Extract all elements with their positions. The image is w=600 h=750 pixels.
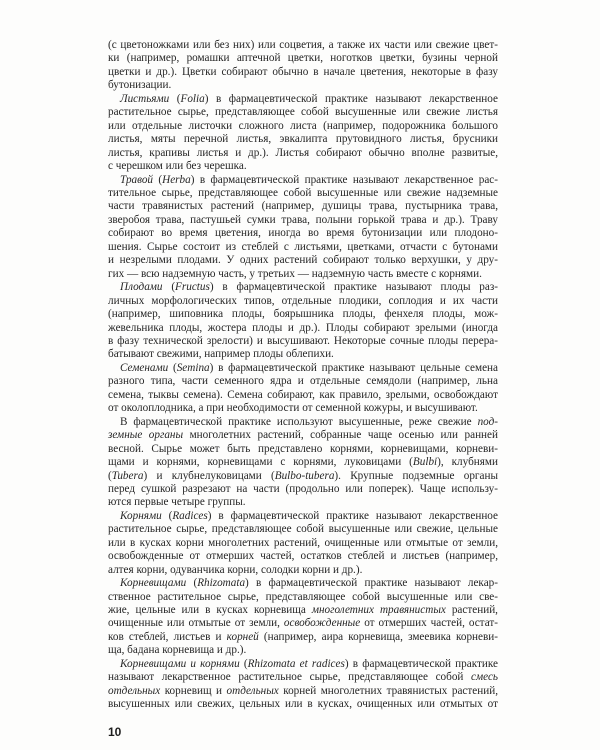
text-segment: и незрелыми плодами. У одних растений собирают только верхушки, у дру- [108, 254, 498, 267]
text-segment: части травянистых растений (например, душицы трава, пустырника трава, [108, 200, 498, 213]
text-segment: (с цветоножками или без них) или соцветия, а также их части или свежие цвет- [108, 39, 498, 51]
text-line [108, 254, 498, 267]
text-line [108, 214, 498, 227]
text-segment: ( [153, 173, 163, 186]
italic-term: под- [477, 415, 498, 428]
text-segment: (например, шиповника плоды, боярышника плоды, фенхеля плоды, мож- [108, 308, 498, 321]
text-segment: весной. Сырье может быть представлено корнями, корневищами, корневи- [108, 442, 498, 455]
text-segment: В фармацевтической практике используют высушенные, реже свежие [120, 415, 478, 428]
text-segment: называют лекарственное растительное сырье, представляющее собой [108, 671, 472, 684]
text-segment: в фазу технической зрелости) и высушивают. Некоторые сочные плоды перера- [108, 334, 498, 347]
italic-term: Rhizomata et radices [247, 657, 345, 670]
text-line [108, 106, 498, 119]
text-line [108, 66, 498, 79]
text-line [108, 429, 498, 442]
paragraph [108, 93, 498, 174]
text-segment: щами и корнями, корневищами с корнями, луковицами ( [108, 456, 413, 469]
text-line [108, 133, 498, 146]
text-line [108, 564, 498, 577]
text-line [108, 402, 498, 415]
italic-term: Rhizomata [197, 577, 246, 590]
italic-term: Bulbo-tubera [274, 469, 335, 482]
text-line [108, 631, 498, 644]
text-segment: жевельника плоды, жостера плоды и др.). Плоды собирают зрелыми (иногда [108, 321, 498, 334]
text-segment: ) в фармацевтической практике называют лекарственное [204, 92, 498, 105]
text-segment: цветки и др.). Цветки собирают обычно в начале цветения, некоторые в фазу [108, 65, 498, 78]
italic-term: корней [226, 630, 259, 643]
text-line [108, 416, 498, 429]
text-line [108, 281, 498, 294]
italic-term: Корнями [120, 509, 162, 522]
italic-term: Корневищами и корнями [120, 657, 240, 670]
text-line [108, 160, 498, 173]
text-line [108, 187, 498, 200]
text-segment: ( [186, 577, 198, 590]
paragraph [108, 174, 498, 282]
text-segment: от отмерших частей, остат- [360, 617, 498, 630]
text-segment: ), клубнями [437, 456, 498, 469]
text-segment: растений, [445, 604, 498, 617]
italic-term: освобожденные [283, 617, 361, 630]
text-line [108, 483, 498, 496]
text-line [108, 389, 498, 402]
text-line [108, 456, 498, 469]
italic-term: земные органы [108, 429, 184, 442]
text-segment: растительное сырье, представляющее собой высушенные или свежие листья [108, 106, 498, 119]
page-number: 10 [108, 725, 122, 739]
text-line [108, 348, 498, 361]
text-segment: бутонизации. [108, 79, 172, 92]
text-segment: ственное растительное сырье, представляющее собой высушенные или све- [108, 590, 498, 603]
paragraph [108, 416, 498, 510]
italic-term: многолетних травянистых [311, 604, 446, 617]
text-segment: шения. Сырье состоит из стеблей с листьями, цветками, отчасти с бутонами [108, 240, 498, 253]
text-segment: батывают свежими, например плоды облепихи. [108, 348, 334, 361]
text-segment: многолетних растений, собранные чаще осенью или ранней [183, 429, 498, 442]
text-segment: или отдельные листочки сложного листа (например, подорожника большого [108, 119, 498, 132]
text-segment: ( [169, 92, 181, 105]
text-segment: корневищ и [160, 684, 227, 697]
paragraph [108, 577, 498, 658]
italic-term: Семенами [120, 361, 169, 374]
text-segment: ) в фармацевтической практике называют плоды раз- [209, 281, 498, 294]
text-line [108, 577, 498, 590]
text-segment: ) в фармацевтической практике [344, 657, 498, 670]
text-line [108, 295, 498, 308]
text-segment: или в кусках корни многолетних растений, очищенные или отмытые от земли, [108, 536, 498, 549]
italic-term: Folia [180, 92, 205, 105]
text-segment: гих — всю надземную часть, у третьих — надземную часть вместе с корнями. [108, 267, 482, 280]
text-segment: жие, цельные или в кусках корневища [108, 604, 312, 617]
paragraph [108, 39, 498, 93]
text-line [108, 510, 498, 523]
text-segment: корней многолетних травянистых растений, [278, 684, 499, 697]
text-line [108, 147, 498, 160]
text-line [108, 591, 498, 604]
text-segment: с черешком или без черешка. [108, 160, 247, 173]
italic-term: Fructus [175, 281, 210, 294]
italic-term: Semina [176, 361, 210, 374]
text-line [108, 537, 498, 550]
italic-term: отдельных [226, 684, 279, 697]
text-segment: ( [162, 281, 176, 294]
text-segment: алтея корни, одуванчика корни, солодки корни и др.). [108, 563, 363, 576]
text-line [108, 174, 498, 187]
text-segment: зверобоя трава, пастушьей сумки трава, полыни горькой трава и др.). Траву [108, 213, 498, 226]
text-line [108, 644, 498, 657]
text-segment: освобожденные от отмерших частей, остатков стеблей и листьев (например, [108, 550, 498, 563]
paragraph [108, 281, 498, 362]
text-line [108, 241, 498, 254]
text-segment: высушенных или свежих, цельных или в кусках, очищенных или отмытых от [108, 698, 498, 711]
italic-term: Bulbi [412, 456, 438, 469]
text-line [108, 523, 498, 536]
text-segment: ( [168, 361, 177, 374]
italic-term: Плодами [120, 281, 163, 294]
text-line [108, 470, 498, 483]
italic-term: Корневищами [120, 577, 187, 590]
text-segment: тительное сырье, представляющее собой высушенные или свежие надземные [108, 186, 498, 199]
text-line [108, 308, 498, 321]
italic-term: Листьями [120, 92, 170, 105]
text-segment: ) в фармацевтической практике называют лекарственное рас- [190, 173, 498, 186]
italic-term: Травой [120, 173, 154, 186]
text-segment: листья, крапивы листья и др.). Листья собирают обычно вполне развитые, [108, 146, 498, 159]
text-line [108, 550, 498, 563]
text-segment: собирают во время цветения, иногда во время бутонизации или плодоно- [108, 227, 498, 240]
text-line [108, 335, 498, 348]
text-line [108, 671, 498, 684]
paragraph [108, 362, 498, 416]
text-segment: ща, бадана корневища и др.). [108, 644, 247, 657]
text-line [108, 658, 498, 671]
text-segment: ки (например, ромашки аптечной цветки, ноготков цветки, бузины черной [108, 52, 498, 65]
text-segment: ( [239, 657, 248, 670]
italic-term: Tubera [111, 469, 144, 482]
text-line [108, 268, 498, 281]
text-line [108, 200, 498, 213]
text-segment: ) в фармацевтической практике называют лекар- [245, 577, 498, 590]
text-segment: ). Крупные подземные органы [334, 469, 498, 482]
italic-term: смесь [471, 671, 498, 684]
text-line [108, 79, 498, 92]
text-line [108, 617, 498, 630]
text-line [108, 685, 498, 698]
text-line [108, 227, 498, 240]
text-line [108, 698, 498, 711]
paragraph [108, 658, 498, 712]
text-segment: ков стеблей, листьев и [108, 630, 227, 643]
text-line [108, 322, 498, 335]
body-text [108, 39, 498, 712]
italic-term: Herba [162, 173, 191, 186]
text-segment: очищенные или отмытые от земли, [108, 617, 284, 630]
text-segment: ) в фармацевтической практике называют лекарственное [207, 509, 499, 522]
paragraph [108, 510, 498, 577]
text-segment: (например, аира корневища, змеевика корневи- [258, 630, 498, 643]
text-segment: ( [161, 509, 173, 522]
text-line [108, 375, 498, 388]
text-line [108, 604, 498, 617]
text-segment: листья, мяты перечной листья, эвкалипта прутовидного листья, брусники [108, 133, 498, 146]
text-line [108, 93, 498, 106]
italic-term: Radices [172, 509, 208, 522]
text-segment: от околоплодника, а при необходимости от семенной кожуры, и высушивают. [108, 402, 478, 415]
text-segment: семена, тыквы семена). Семена собирают, как правило, зрелыми, освобождают [108, 388, 498, 401]
text-line [108, 39, 498, 52]
italic-term: отдельных [108, 684, 161, 697]
text-line [108, 496, 498, 509]
text-segment: ( [108, 469, 112, 482]
text-segment: ) и клубнелуковицами ( [143, 469, 275, 482]
text-segment: растительное сырье, представляющее собой высушенные или свежие, цельные [108, 523, 498, 536]
text-segment: ) в фармацевтической практике называют цельные семена [209, 361, 498, 374]
text-line [108, 120, 498, 133]
text-line [108, 362, 498, 375]
text-line [108, 52, 498, 65]
text-segment: ются первые четыре группы. [108, 496, 246, 509]
text-line [108, 443, 498, 456]
text-segment: личных морфологических типов, отдельные плодики, соплодия и их части [108, 294, 498, 307]
text-segment: перед сушкой разрезают на части (продольно или поперек). Чаще использу- [108, 482, 498, 495]
text-segment: разного типа, части семенного ядра и отдельные семядоли (например, льна [108, 375, 498, 388]
